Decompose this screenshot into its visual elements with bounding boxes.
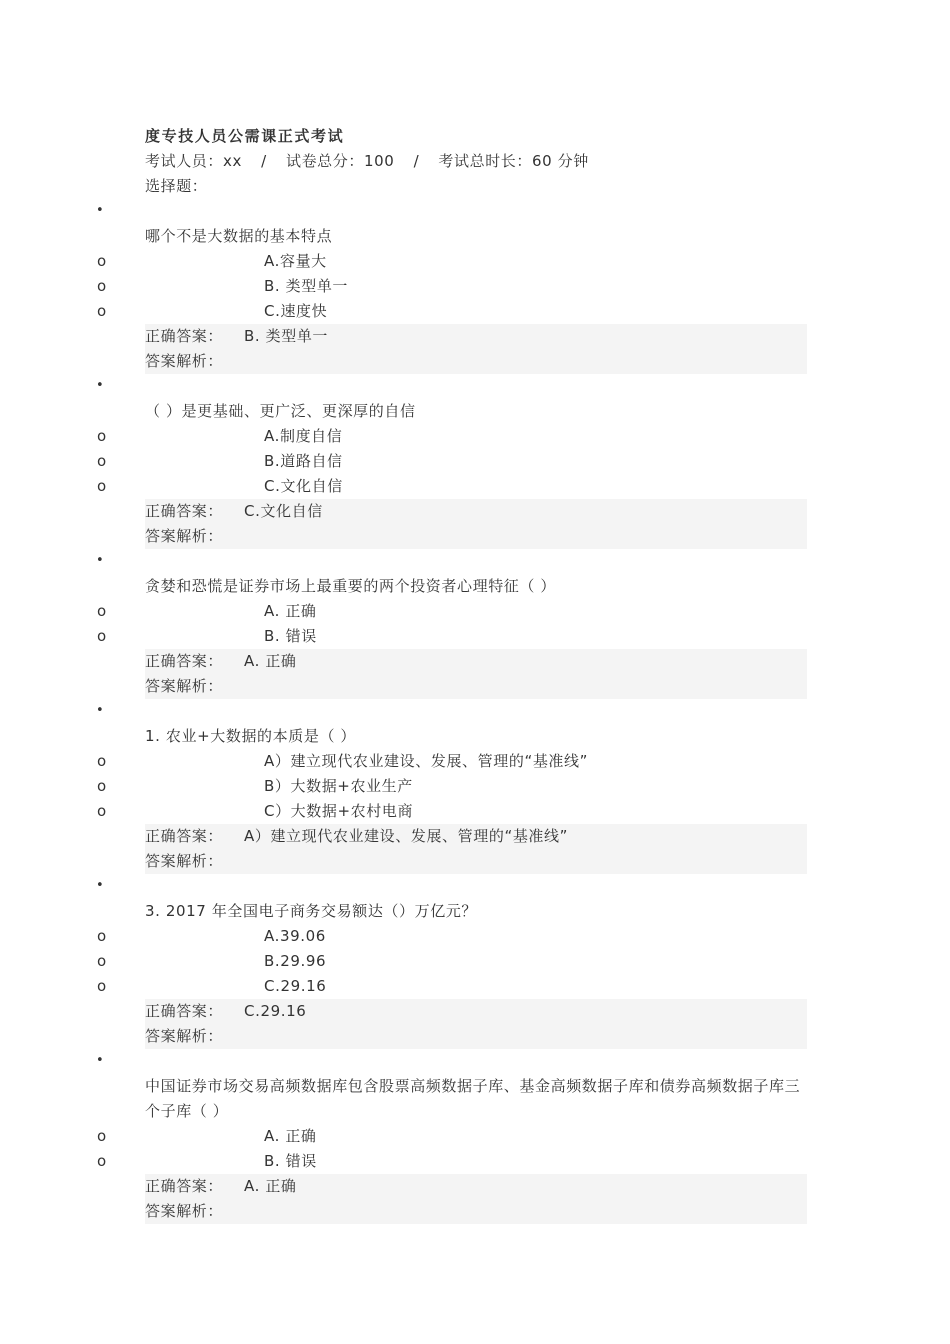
question-bullet-row <box>96 199 807 224</box>
option-item <box>97 624 807 649</box>
option-item <box>97 274 807 299</box>
option-marker-icon: o <box>97 452 107 470</box>
option-text: A.39.06 <box>264 927 326 945</box>
question-text: 哪个不是大数据的基本特点 <box>145 227 333 245</box>
bullet-icon: • <box>96 878 105 893</box>
explanation-label: 答案解析： <box>145 1027 224 1045</box>
option-text: B. 错误 <box>264 1152 317 1170</box>
correct-answer-label: 正确答案： <box>145 652 224 670</box>
option-item <box>97 974 807 999</box>
option-item <box>97 924 807 949</box>
correct-answer-value: A）建立现代农业建设、发展、管理的“基准线” <box>244 827 569 845</box>
option-marker-icon: o <box>97 427 107 445</box>
exam-title: 度专技人员公需课正式考试 <box>145 127 345 145</box>
question-item <box>96 699 807 874</box>
question-text: 中国证券市场交易高频数据库包含股票高频数据子库、基金高频数据子库和债券高频数据子库三个子库（ ） <box>145 1077 801 1120</box>
bullet-icon: • <box>96 378 105 393</box>
question-item <box>96 549 807 699</box>
correct-answer-value: A. 正确 <box>244 652 297 670</box>
answer-box <box>145 999 807 1049</box>
option-text: B.道路自信 <box>264 452 343 470</box>
correct-answer-label: 正确答案： <box>145 502 224 520</box>
option-text: A. 正确 <box>264 602 317 620</box>
correct-answer-label: 正确答案： <box>145 1177 224 1195</box>
question-bullet-row <box>96 1049 807 1074</box>
correct-answer-label: 正确答案： <box>145 1002 224 1020</box>
answer-box <box>145 324 807 374</box>
option-marker-icon: o <box>97 627 107 645</box>
bullet-icon: • <box>96 1053 105 1068</box>
correct-answer-row <box>145 824 807 849</box>
option-marker-icon: o <box>97 477 107 495</box>
option-marker-icon: o <box>97 977 107 995</box>
option-text: C.29.16 <box>264 977 327 995</box>
option-item <box>97 424 807 449</box>
examinee-label: 考试人员：xx <box>145 152 242 170</box>
question-text: 贪婪和恐慌是证券市场上最重要的两个投资者心理特征（ ） <box>145 577 556 595</box>
question-item <box>96 874 807 1049</box>
correct-answer-row <box>145 649 807 674</box>
option-text: B. 类型单一 <box>264 277 349 295</box>
option-marker-icon: o <box>97 302 107 320</box>
option-text: B.29.96 <box>264 952 327 970</box>
explanation-row <box>145 524 807 549</box>
exam-content <box>96 124 807 1224</box>
option-item <box>97 799 807 824</box>
answer-box <box>145 499 807 549</box>
option-text: B. 错误 <box>264 627 317 645</box>
question-bullet-row <box>96 699 807 724</box>
option-text: A.容量大 <box>264 252 327 270</box>
option-text: C.文化自信 <box>264 477 343 495</box>
total-score-label: 试卷总分：100 <box>285 152 395 170</box>
duration-label: 考试总时长：60 分钟 <box>438 152 589 170</box>
question-text: （ ）是更基础、更广泛、更深厚的自信 <box>145 402 416 420</box>
answer-box <box>145 824 807 874</box>
option-item <box>97 1149 807 1174</box>
option-text: A）建立现代农业建设、发展、管理的“基准线” <box>264 752 589 770</box>
question-bullet-row <box>96 874 807 899</box>
question-bullet-row <box>96 374 807 399</box>
exam-meta <box>145 149 807 174</box>
option-marker-icon: o <box>97 1152 107 1170</box>
option-item <box>97 749 807 774</box>
explanation-label: 答案解析： <box>145 527 224 545</box>
option-marker-icon: o <box>97 752 107 770</box>
option-item <box>97 249 807 274</box>
explanation-row <box>145 1024 807 1049</box>
explanation-row <box>145 674 807 699</box>
meta-separator: / <box>261 152 267 170</box>
correct-answer-value: C.文化自信 <box>244 502 323 520</box>
correct-answer-row <box>145 999 807 1024</box>
explanation-label: 答案解析： <box>145 352 224 370</box>
correct-answer-label: 正确答案： <box>145 327 224 345</box>
option-item <box>97 949 807 974</box>
question-item <box>96 1049 807 1224</box>
option-marker-icon: o <box>97 802 107 820</box>
option-marker-icon: o <box>97 252 107 270</box>
correct-answer-label: 正确答案： <box>145 827 224 845</box>
correct-answer-row <box>145 324 807 349</box>
bullet-icon: • <box>96 553 105 568</box>
option-marker-icon: o <box>97 952 107 970</box>
answer-box <box>145 649 807 699</box>
explanation-row <box>145 1199 807 1224</box>
correct-answer-row <box>145 499 807 524</box>
bullet-icon: • <box>96 203 105 218</box>
correct-answer-row <box>145 1174 807 1199</box>
option-marker-icon: o <box>97 777 107 795</box>
option-text: C）大数据+农村电商 <box>264 802 414 820</box>
option-marker-icon: o <box>97 1127 107 1145</box>
option-marker-icon: o <box>97 927 107 945</box>
option-item <box>97 299 807 324</box>
explanation-row <box>145 849 807 874</box>
explanation-label: 答案解析： <box>145 852 224 870</box>
option-item <box>97 774 807 799</box>
correct-answer-value: C.29.16 <box>244 1002 307 1020</box>
option-item <box>97 474 807 499</box>
question-text: 1. 农业+大数据的本质是（ ） <box>145 727 357 745</box>
meta-separator: / <box>413 152 420 170</box>
explanation-row <box>145 349 807 374</box>
option-marker-icon: o <box>97 277 107 295</box>
answer-box <box>145 1174 807 1224</box>
option-text: C.速度快 <box>264 302 328 320</box>
option-item <box>97 1124 807 1149</box>
correct-answer-value: A. 正确 <box>244 1177 297 1195</box>
option-text: A. 正确 <box>264 1127 317 1145</box>
option-marker-icon: o <box>97 602 107 620</box>
bullet-icon: • <box>96 703 105 718</box>
option-text: B）大数据+农业生产 <box>264 777 413 795</box>
question-item <box>96 199 807 374</box>
question-item <box>96 374 807 549</box>
question-text: 3. 2017 年全国电子商务交易额达（）万亿元？ <box>145 902 478 920</box>
explanation-label: 答案解析： <box>145 1202 224 1220</box>
correct-answer-value: B. 类型单一 <box>244 327 329 345</box>
question-list <box>96 199 807 1224</box>
option-item <box>97 599 807 624</box>
question-bullet-row <box>96 549 807 574</box>
explanation-label: 答案解析： <box>145 677 224 695</box>
section-label: 选择题： <box>145 177 208 195</box>
option-text: A.制度自信 <box>264 427 343 445</box>
option-item <box>97 449 807 474</box>
